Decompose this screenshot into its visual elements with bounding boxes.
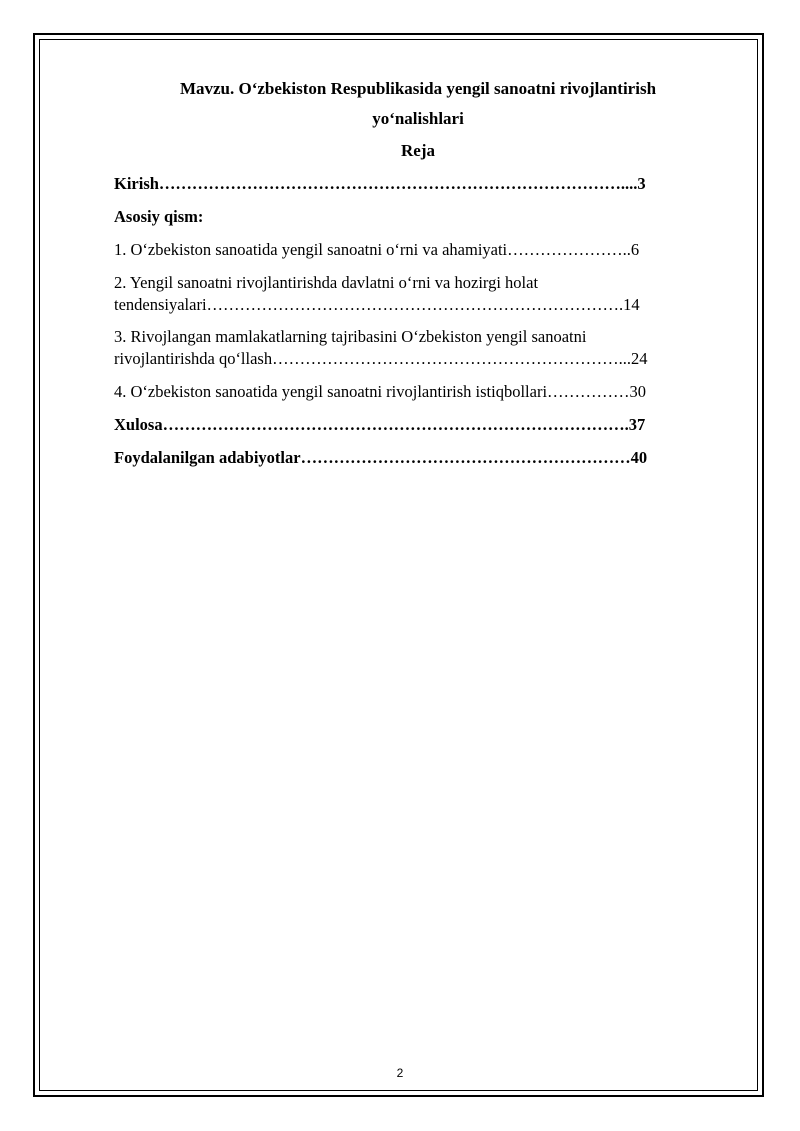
toc-asosiy-qism: Asosiy qism: — [114, 207, 204, 226]
toc-item-3-line1: 3. Rivojlangan mamlakatlarning tajribasini O‘zbekiston yengil sanoatni — [114, 327, 587, 346]
toc-item-2-line1: 2. Yengil sanoatni rivojlantirishda davlatni o‘rni va hozirgi holat — [114, 273, 539, 292]
toc-item-2 — [114, 272, 722, 316]
plan-heading: Reja — [401, 141, 435, 160]
toc-item-2-line2: tendensiyalari………………………………………………………………….14 — [114, 295, 640, 314]
page-number: 2 — [396, 1066, 404, 1080]
toc-adabiyotlar: Foydalanilgan adabiyotlar……………………………………………………40 — [114, 448, 648, 467]
toc-item-1: 1. O‘zbekiston sanoatida yengil sanoatni o‘rni va ahamiyati…………………..6 — [114, 240, 640, 259]
document-title-line1: Mavzu. O‘zbekiston Respublikasida yengil sanoatni rivojlantirish — [179, 79, 657, 98]
toc-item-4: 4. O‘zbekiston sanoatida yengil sanoatni rivojlantirish istiqbollari……………30 — [114, 382, 647, 401]
toc-kirish: Kirish…………………………………………………………………………....3 — [114, 174, 646, 193]
toc-xulosa: Xulosa………………………………………………………………………….37 — [114, 415, 646, 434]
document-title-line2: yo‘nalishlari — [372, 109, 464, 128]
toc-item-3 — [114, 326, 722, 370]
document-content — [114, 70, 722, 470]
toc-item-3-line2: rivojlantirishda qo‘llash………………………………………………………...24 — [114, 349, 648, 368]
